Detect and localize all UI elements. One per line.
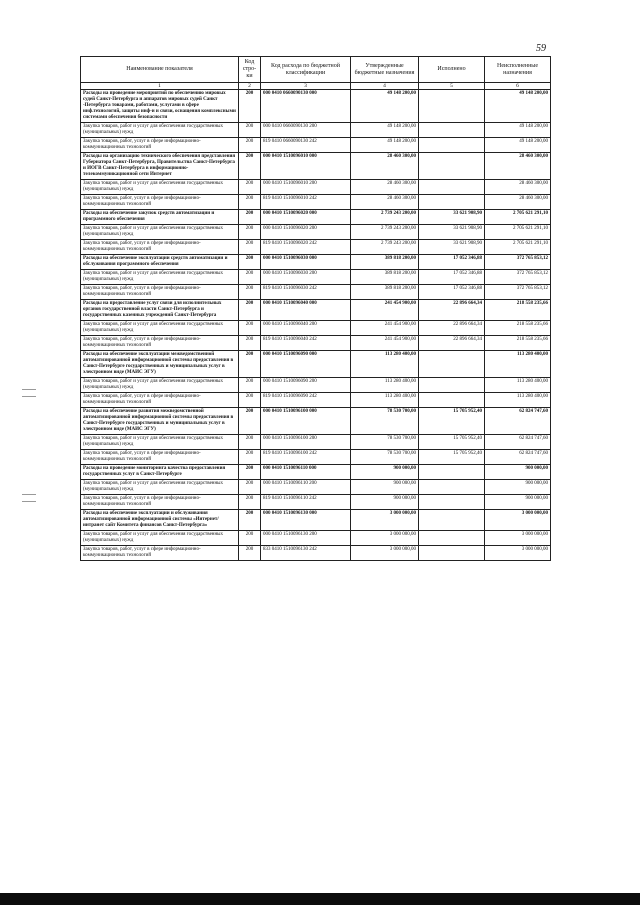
row-line-code: 200 — [239, 480, 261, 495]
row-name: Закупка товаров, работ и услуг для обеспечения государственных (муниципальных) нужд — [81, 480, 239, 495]
row-classification-code: 819 0410 1510096020 242 — [261, 240, 351, 255]
row-line-code: 200 — [239, 138, 261, 153]
row-approved-amount: 241 454 900,00 — [351, 336, 419, 351]
column-number-row — [81, 83, 551, 90]
row-name: Закупка товаров, работ, услуг в сфере информационно-коммуникационных технологий — [81, 138, 239, 153]
table-row — [81, 180, 551, 195]
column-number: 2 — [239, 83, 261, 90]
row-name: Расходы на предоставление услуг связи для исполнительных органов государственной власти Санкт-Петербурга и государственных казенных учреждений Санкт-Петербурга — [81, 300, 239, 321]
row-name: Закупка товаров, работ, услуг в сфере информационно-коммуникационных технологий — [81, 495, 239, 510]
margin-mark — [22, 396, 36, 397]
row-classification-code: 000 0410 1510096010 200 — [261, 180, 351, 195]
row-name: Закупка товаров, работ и услуг для обеспечения государственных (муниципальных) нужд — [81, 180, 239, 195]
row-line-code: 200 — [239, 321, 261, 336]
row-executed-amount — [419, 90, 485, 123]
row-classification-code: 000 0410 1510096130 000 — [261, 510, 351, 531]
row-name: Закупка товаров, работ, услуг в сфере информационно-коммуникационных технологий — [81, 546, 239, 561]
row-classification-code: 819 0410 0660090130 242 — [261, 138, 351, 153]
row-line-code: 200 — [239, 351, 261, 378]
row-executed-amount — [419, 393, 485, 408]
header-approved: Утвержденные бюджетные назначения — [351, 57, 419, 83]
row-approved-amount: 49 148 200,00 — [351, 123, 419, 138]
row-unused-amount: 62 824 747,60 — [485, 450, 551, 465]
row-classification-code: 000 0410 1510096090 200 — [261, 378, 351, 393]
row-name: Расходы на обеспечение эксплуатации средств автоматизации и обслуживания программного обеспечения — [81, 255, 239, 270]
row-line-code: 200 — [239, 378, 261, 393]
row-approved-amount: 241 454 900,00 — [351, 321, 419, 336]
row-executed-amount — [419, 351, 485, 378]
row-line-code: 200 — [239, 210, 261, 225]
row-classification-code: 000 0410 1510096020 200 — [261, 225, 351, 240]
row-classification-code: 000 0410 1510096110 200 — [261, 480, 351, 495]
row-line-code: 200 — [239, 270, 261, 285]
table-row — [81, 393, 551, 408]
table-row — [81, 210, 551, 225]
row-approved-amount: 78 530 700,00 — [351, 408, 419, 435]
row-unused-amount: 113 280 400,00 — [485, 393, 551, 408]
table-row — [81, 255, 551, 270]
row-line-code: 200 — [239, 285, 261, 300]
row-approved-amount: 3 000 000,00 — [351, 546, 419, 561]
row-approved-amount: 389 818 200,00 — [351, 255, 419, 270]
row-executed-amount: 22 896 664,34 — [419, 300, 485, 321]
table-row — [81, 351, 551, 378]
row-approved-amount: 78 530 700,00 — [351, 450, 419, 465]
row-classification-code: 833 0410 1510096130 242 — [261, 546, 351, 561]
row-classification-code: 000 0410 1510096130 200 — [261, 531, 351, 546]
row-unused-amount: 2 705 621 291,10 — [485, 210, 551, 225]
row-name: Закупка товаров, работ и услуг для обеспечения государственных (муниципальных) нужд — [81, 123, 239, 138]
row-unused-amount: 62 824 747,60 — [485, 408, 551, 435]
row-line-code: 200 — [239, 393, 261, 408]
row-approved-amount: 900 000,00 — [351, 465, 419, 480]
table-row — [81, 435, 551, 450]
row-approved-amount: 900 000,00 — [351, 495, 419, 510]
row-executed-amount — [419, 480, 485, 495]
row-name: Закупка товаров, работ и услуг для обеспечения государственных (муниципальных) нужд — [81, 435, 239, 450]
row-line-code: 200 — [239, 465, 261, 480]
row-executed-amount: 33 621 908,90 — [419, 225, 485, 240]
row-executed-amount: 17 052 346,88 — [419, 255, 485, 270]
row-approved-amount: 113 280 400,00 — [351, 351, 419, 378]
row-executed-amount — [419, 510, 485, 531]
row-unused-amount: 218 558 235,66 — [485, 300, 551, 321]
table-row — [81, 240, 551, 255]
row-line-code: 200 — [239, 90, 261, 123]
row-approved-amount: 241 454 900,00 — [351, 300, 419, 321]
row-executed-amount: 22 896 664,34 — [419, 336, 485, 351]
row-line-code: 200 — [239, 123, 261, 138]
row-executed-amount — [419, 195, 485, 210]
row-name: Расходы на проведение мониторинга качества предоставления государственных услуг в Санкт-Петербурге — [81, 465, 239, 480]
row-classification-code: 819 0410 1510096090 242 — [261, 393, 351, 408]
row-unused-amount: 49 148 200,00 — [485, 138, 551, 153]
row-line-code: 200 — [239, 495, 261, 510]
table-row — [81, 138, 551, 153]
header-executed: Исполнено — [419, 57, 485, 83]
column-number: 1 — [81, 83, 239, 90]
row-classification-code: 000 0410 1510096100 200 — [261, 435, 351, 450]
row-name: Закупка товаров, работ и услуг для обеспечения государственных (муниципальных) нужд — [81, 225, 239, 240]
row-unused-amount: 218 558 235,66 — [485, 336, 551, 351]
row-name: Закупка товаров, работ и услуг для обеспечения государственных (муниципальных) нужд — [81, 270, 239, 285]
table-row — [81, 495, 551, 510]
row-unused-amount: 3 000 000,00 — [485, 546, 551, 561]
column-number: 4 — [351, 83, 419, 90]
header-code-line: Код стро-ки — [239, 57, 261, 83]
row-name: Закупка товаров, работ, услуг в сфере информационно-коммуникационных технологий — [81, 450, 239, 465]
header-unused: Неисполненные назначения — [485, 57, 551, 83]
row-unused-amount: 28 460 300,00 — [485, 153, 551, 180]
row-approved-amount: 28 460 300,00 — [351, 195, 419, 210]
table-row — [81, 531, 551, 546]
row-name: Расходы на проведение мероприятий по обеспечению мировых судей Санкт-Петербурга и аппаратов мировых судей Санкт -Петербурга товарами, работами, услугами в сфере инф.технологий, защиты инф-и и связи, оснащения комплексными системами обеспечения безопасности — [81, 90, 239, 123]
row-classification-code: 000 0410 1510096040 000 — [261, 300, 351, 321]
row-line-code: 200 — [239, 408, 261, 435]
row-executed-amount — [419, 378, 485, 393]
row-classification-code: 000 0410 1510096020 000 — [261, 210, 351, 225]
row-line-code: 200 — [239, 510, 261, 531]
row-executed-amount — [419, 138, 485, 153]
row-line-code: 200 — [239, 300, 261, 321]
row-unused-amount: 900 000,00 — [485, 480, 551, 495]
row-line-code: 200 — [239, 153, 261, 180]
row-classification-code: 819 0410 1510096030 242 — [261, 285, 351, 300]
row-unused-amount: 3 000 000,00 — [485, 510, 551, 531]
scan-edge-bar — [0, 893, 640, 905]
row-approved-amount: 3 000 000,00 — [351, 510, 419, 531]
row-executed-amount: 15 705 952,40 — [419, 435, 485, 450]
row-classification-code: 000 0410 1510096110 000 — [261, 465, 351, 480]
row-line-code: 200 — [239, 255, 261, 270]
row-name: Расходы на обеспечение развития межведомственной автоматизированной информационной системы предоставления в Санкт-Петербурге государственных и муниципальных услуг в электронном виде (МАИС ЭГУ) — [81, 408, 239, 435]
row-name: Расходы на обеспечение закупок средств автоматизации и программного обеспечения — [81, 210, 239, 225]
row-unused-amount: 900 000,00 — [485, 465, 551, 480]
budget-execution-table — [80, 56, 551, 561]
row-unused-amount: 49 148 200,00 — [485, 123, 551, 138]
table-row — [81, 153, 551, 180]
row-executed-amount — [419, 465, 485, 480]
row-approved-amount: 2 739 243 200,00 — [351, 210, 419, 225]
row-name: Расходы на организацию технического обеспечения представления Губернатора Санкт-Петербурга, Правительства Санкт-Петербурга и ИОГВ Санкт-Петербурга в информационно-телекоммуникационной сети Интернет — [81, 153, 239, 180]
row-unused-amount: 49 148 200,00 — [485, 90, 551, 123]
row-approved-amount: 28 460 300,00 — [351, 153, 419, 180]
row-name: Закупка товаров, работ, услуг в сфере информационно-коммуникационных технологий — [81, 240, 239, 255]
row-executed-amount: 17 052 346,88 — [419, 285, 485, 300]
table-row — [81, 546, 551, 561]
row-executed-amount — [419, 123, 485, 138]
table-row — [81, 510, 551, 531]
row-approved-amount: 49 148 200,00 — [351, 138, 419, 153]
row-executed-amount — [419, 531, 485, 546]
table-row — [81, 195, 551, 210]
header-name: Наименование показателя — [81, 57, 239, 83]
row-executed-amount: 15 705 952,40 — [419, 408, 485, 435]
row-classification-code: 819 0410 1510096100 242 — [261, 450, 351, 465]
table-row — [81, 336, 551, 351]
table-row — [81, 123, 551, 138]
row-name: Расходы на обеспечение эксплуатации и обслуживания автоматизированной информационной системы «Интернет/интранет сайт Комитета финансов Санкт-Петербурга» — [81, 510, 239, 531]
table-header-row — [81, 57, 551, 83]
row-unused-amount: 2 705 621 291,10 — [485, 225, 551, 240]
row-unused-amount: 28 460 300,00 — [485, 180, 551, 195]
row-classification-code: 000 0410 1510096100 000 — [261, 408, 351, 435]
row-unused-amount: 113 280 400,00 — [485, 378, 551, 393]
table-row — [81, 450, 551, 465]
row-classification-code: 819 0410 1510096110 242 — [261, 495, 351, 510]
row-classification-code: 819 0410 1510096010 242 — [261, 195, 351, 210]
page-number: 59 — [536, 43, 546, 54]
row-unused-amount: 28 460 300,00 — [485, 195, 551, 210]
row-unused-amount: 372 765 853,12 — [485, 255, 551, 270]
table-row — [81, 378, 551, 393]
table-row — [81, 225, 551, 240]
row-executed-amount: 33 621 908,90 — [419, 240, 485, 255]
row-executed-amount: 22 896 664,34 — [419, 321, 485, 336]
row-name: Закупка товаров, работ, услуг в сфере информационно-коммуникационных технологий — [81, 285, 239, 300]
row-line-code: 200 — [239, 435, 261, 450]
margin-mark — [22, 494, 36, 495]
row-line-code: 200 — [239, 531, 261, 546]
row-classification-code: 000 0410 1510096040 200 — [261, 321, 351, 336]
row-name: Закупка товаров, работ и услуг для обеспечения государственных (муниципальных) нужд — [81, 321, 239, 336]
row-unused-amount: 113 280 400,00 — [485, 351, 551, 378]
column-number: 3 — [261, 83, 351, 90]
table-row — [81, 270, 551, 285]
row-classification-code: 000 0410 1510096090 000 — [261, 351, 351, 378]
row-executed-amount — [419, 153, 485, 180]
column-number: 6 — [485, 83, 551, 90]
row-approved-amount: 3 000 000,00 — [351, 531, 419, 546]
row-executed-amount — [419, 180, 485, 195]
table-row — [81, 480, 551, 495]
table-row — [81, 300, 551, 321]
table-body — [81, 90, 551, 561]
column-number: 5 — [419, 83, 485, 90]
row-approved-amount: 49 148 200,00 — [351, 90, 419, 123]
table-row — [81, 408, 551, 435]
header-classification: Код расхода по бюджетной классификации — [261, 57, 351, 83]
row-line-code: 200 — [239, 450, 261, 465]
row-approved-amount: 389 818 200,00 — [351, 285, 419, 300]
row-line-code: 200 — [239, 546, 261, 561]
row-approved-amount: 2 739 243 200,00 — [351, 225, 419, 240]
row-line-code: 200 — [239, 240, 261, 255]
row-classification-code: 000 0410 1510096010 000 — [261, 153, 351, 180]
margin-mark — [22, 501, 36, 502]
row-unused-amount: 372 765 853,12 — [485, 270, 551, 285]
margin-mark — [22, 389, 36, 390]
row-classification-code: 000 0410 1510096030 200 — [261, 270, 351, 285]
row-name: Закупка товаров, работ, услуг в сфере информационно-коммуникационных технологий — [81, 195, 239, 210]
row-executed-amount: 33 621 908,90 — [419, 210, 485, 225]
table-row — [81, 321, 551, 336]
row-approved-amount: 389 818 200,00 — [351, 270, 419, 285]
row-classification-code: 000 0410 0660090130 200 — [261, 123, 351, 138]
row-executed-amount — [419, 495, 485, 510]
row-name: Закупка товаров, работ и услуг для обеспечения государственных (муниципальных) нужд — [81, 531, 239, 546]
row-approved-amount: 900 000,00 — [351, 480, 419, 495]
row-classification-code: 000 0410 0660090130 000 — [261, 90, 351, 123]
row-line-code: 200 — [239, 225, 261, 240]
row-line-code: 200 — [239, 180, 261, 195]
row-unused-amount: 62 824 747,60 — [485, 435, 551, 450]
row-name: Закупка товаров, работ и услуг для обеспечения государственных (муниципальных) нужд — [81, 378, 239, 393]
row-classification-code: 000 0410 1510096030 000 — [261, 255, 351, 270]
row-unused-amount: 3 000 000,00 — [485, 531, 551, 546]
row-approved-amount: 2 739 243 200,00 — [351, 240, 419, 255]
row-unused-amount: 900 000,00 — [485, 495, 551, 510]
row-classification-code: 819 0410 1510096040 242 — [261, 336, 351, 351]
row-executed-amount: 17 052 346,88 — [419, 270, 485, 285]
row-approved-amount: 28 460 300,00 — [351, 180, 419, 195]
row-executed-amount — [419, 546, 485, 561]
table-row — [81, 285, 551, 300]
row-name: Закупка товаров, работ, услуг в сфере информационно-коммуникационных технологий — [81, 336, 239, 351]
row-unused-amount: 372 765 853,12 — [485, 285, 551, 300]
table-row — [81, 90, 551, 123]
row-approved-amount: 113 280 400,00 — [351, 378, 419, 393]
row-executed-amount: 15 705 952,40 — [419, 450, 485, 465]
row-name: Закупка товаров, работ, услуг в сфере информационно-коммуникационных технологий — [81, 393, 239, 408]
row-approved-amount: 78 530 700,00 — [351, 435, 419, 450]
table-row — [81, 465, 551, 480]
row-line-code: 200 — [239, 195, 261, 210]
row-unused-amount: 2 705 621 291,10 — [485, 240, 551, 255]
row-line-code: 200 — [239, 336, 261, 351]
row-name: Расходы на обеспечение эксплуатации межведомственной автоматизированной информационной системы предоставления в Санкт-Петербурге государственных и муниципальных услуг в электронном виде (МАИС ЭГУ) — [81, 351, 239, 378]
row-approved-amount: 113 280 400,00 — [351, 393, 419, 408]
row-unused-amount: 218 558 235,66 — [485, 321, 551, 336]
